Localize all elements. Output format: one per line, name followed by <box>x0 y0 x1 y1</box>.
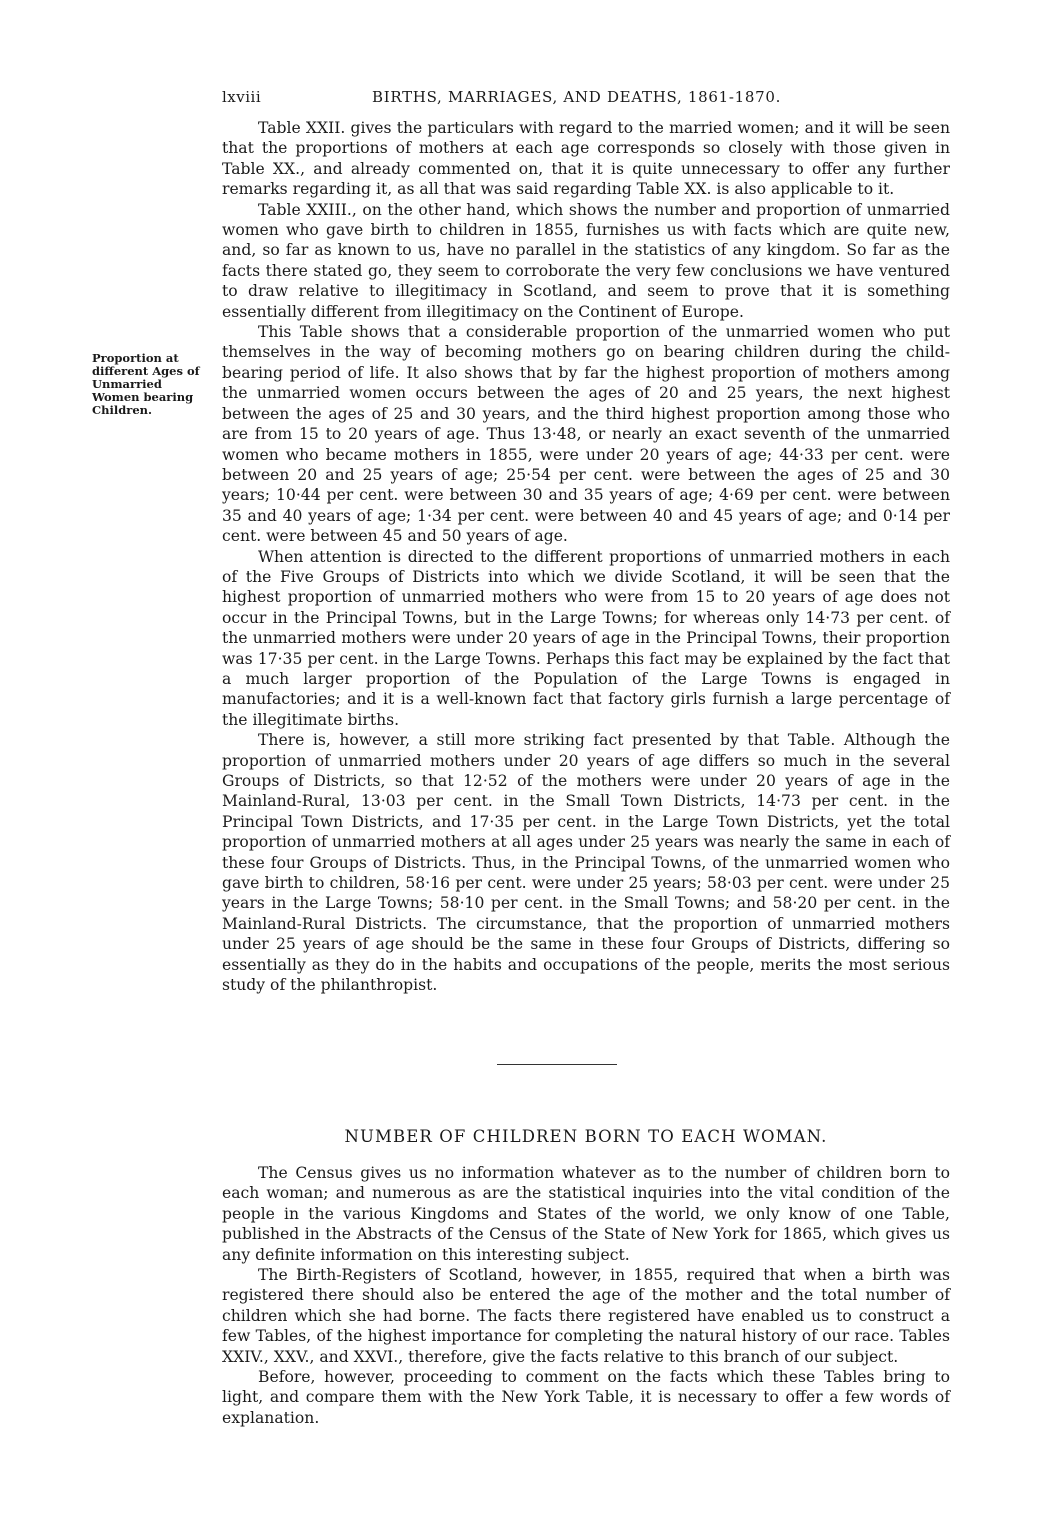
paragraph: This Table shows that a considerable proportion of the unmarried women who put themselves in the way of becoming mothers go on bearing children during the child-bearing period of life. It also shows that by far the highest proportion of mothers among the unmarried women occurs between the ages of 20 and 25 years, the next highest between the ages of 25 and 30 years, and the third highest proportion among those who are from 15 to 20 years of age. Thus 13·48, or nearly an exact seventh of the unmarried women who became mothers in 1855, were under 20 years of age; 44·33 per cent. were between 20 and 25 years of age; 25·54 per cent. were between the ages of 25 and 30 years; 10·44 per cent. were between 30 and 35 years of age; 4·69 per cent. were between 35 and 40 years of age; 1·34 per cent. were between 40 and 45 years of age; and 0·14 per cent. were between 45 and 50 years of age. <box>222 323 950 546</box>
paragraph: The Census gives us no information whatever as to the number of children born to each woman; and numerous as are the statistical inquiries into the vital condition of the people in the various Kingdoms and States of the world, we only know of one Table, published in the Abstracts of the Census of the State of New York for 1865, which gives us any definite information on this interesting subject. <box>222 1164 950 1264</box>
running-title: BIRTHS, MARRIAGES, AND DEATHS, 1861-1870. <box>372 88 782 106</box>
margin-note: Proportion at different Ages of Unmarried Women bearing Children. <box>92 351 200 417</box>
section-divider <box>497 1064 617 1065</box>
paragraph: Table XXII. gives the particulars with regard to the married women; and it will be seen that the proportions of mothers at each age corresponds so closely with those given in Table XX., and already commented on, that it is quite unnecessary to offer any further remarks regarding it, as all that was said regarding Table XX. is also applicable to it. <box>222 119 950 199</box>
page-number: lxviii <box>222 88 262 106</box>
paragraph: There is, however, a still more striking fact presented by that Table. Although the proportion of unmarried mothers under 20 years of age differs so much in the several Groups of Districts, so that 12·52 of the mothers were under 20 years of age in the Mainland-Rural, 13·03 per cent. in the Small Town Districts, 14·73 per cent. in the Principal Town Districts, and 17·35 per cent. in the Large Town Districts, yet the total proportion of unmarried mothers at all ages under 25 years was nearly the same in each of these four Groups of Districts. Thus, in the Principal Towns, of the unmarried women who gave birth to children, 58·16 per cent. were under 25 years; 58·03 per cent. were under 25 years in the Large Towns; 58·10 per cent. in the Small Towns; and 58·20 per cent. in the Mainland-Rural Districts. The circumstance, that the proportion of unmarried mothers under 25 years of age should be the same in these four Groups of Districts, differing so essentially as they do in the habits and occupations of the people, merits the most serious study of the philanthropist. <box>222 731 950 995</box>
page-header <box>222 88 950 112</box>
section-heading: NUMBER OF CHILDREN BORN TO EACH WOMAN. <box>344 1127 828 1146</box>
body-section-illegitimacy <box>222 118 950 995</box>
paragraph: The Birth-Registers of Scotland, however, in 1855, required that when a birth was registered there should also be entered the age of the mother and the total number of children which she had borne. The facts there registered have enabled us to construct a few Tables, of the highest importance for completing the natural history of our race. Tables XXIV., XXV., and XXVI., therefore, give the facts relative to this branch of our subject. <box>222 1266 950 1366</box>
paragraph: Table XXIII., on the other hand, which shows the number and proportion of unmarried women who gave birth to children in 1855, furnishes us with facts which are quite new, and, so far as known to us, have no parallel in the statistics of any kingdom. So far as the facts there stated go, they seem to corroborate the very few conclusions we have ventured to draw relative to illegitimacy in Scotland, and seem to prove that it is something essentially different from illegitimacy on the Continent of Europe. <box>222 200 950 321</box>
paragraph: Before, however, proceeding to comment on the facts which these Tables bring to light, and compare them with the New York Table, it is necessary to offer a few words of explanation. <box>222 1368 950 1427</box>
paragraph: When attention is directed to the different proportions of unmarried mothers in each of the Five Groups of Districts into which we divide Scotland, it will be seen that the highest proportion of unmarried mothers who were from 15 to 20 years of age does not occur in the Principal Towns, but in the Large Towns; for whereas only 14·73 per cent. of the unmarried mothers were under 20 years of age in the Principal Towns, their proportion was 17·35 per cent. in the Large Towns. Perhaps this fact may be explained by the fact that a much larger proportion of the Population of the Large Towns is engaged in manufactories; and it is a well-known fact that factory girls furnish a large percentage of the illegitimate births. <box>222 547 950 729</box>
body-section-children-born <box>222 1163 950 1428</box>
